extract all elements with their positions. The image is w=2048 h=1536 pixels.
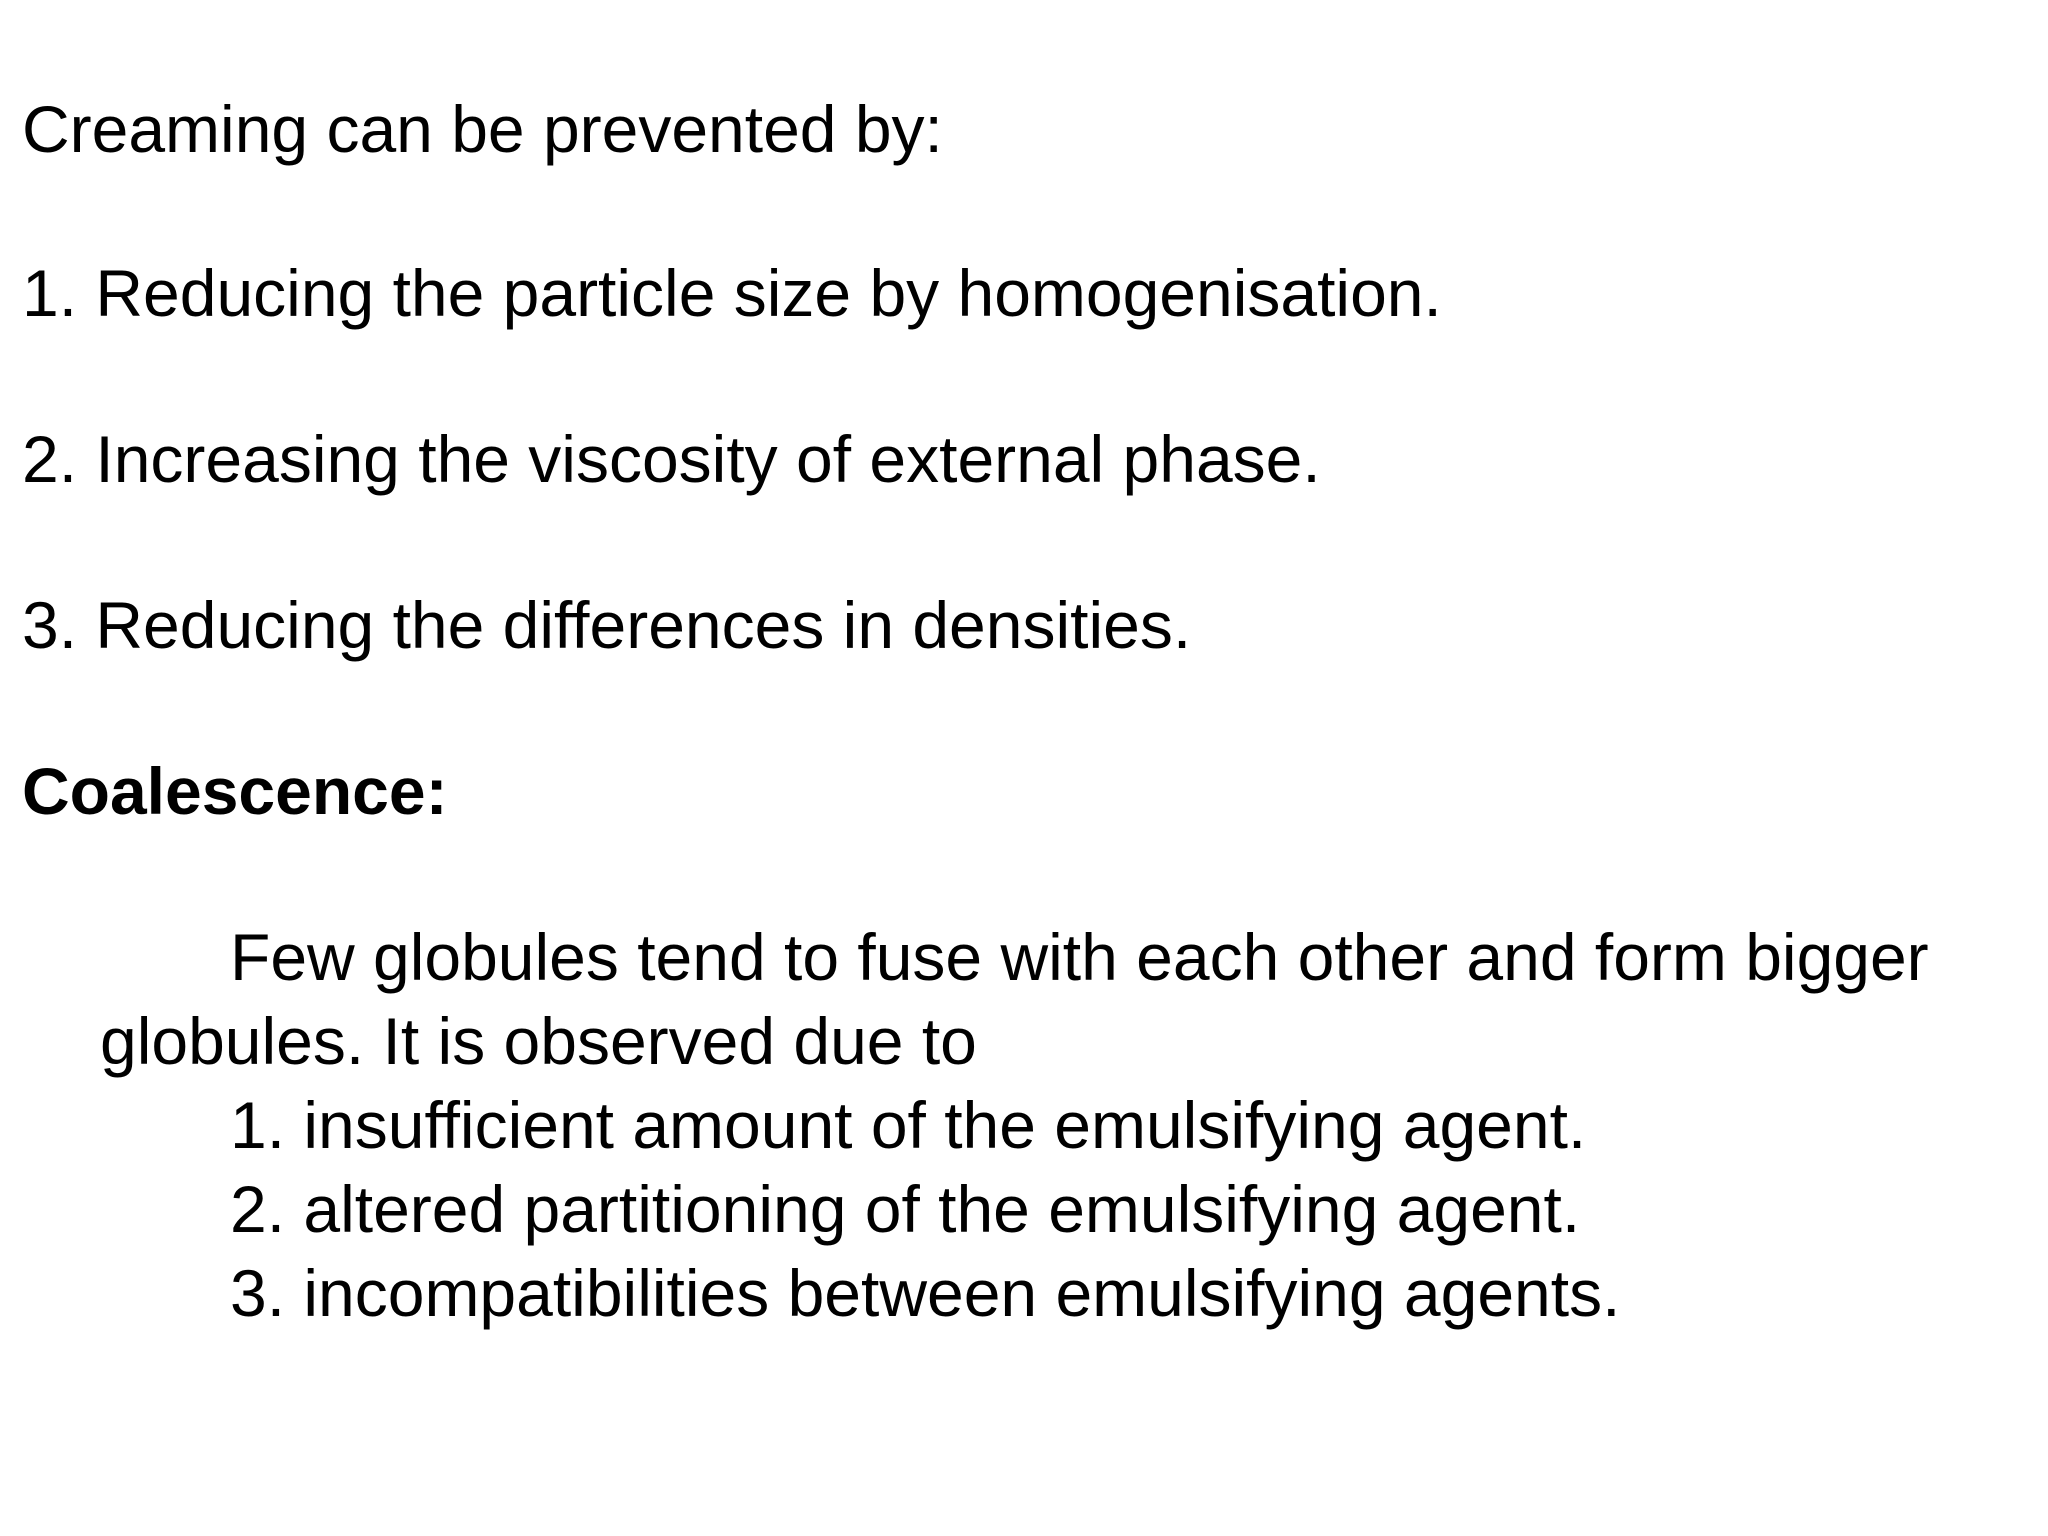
prevention-item: 3. Reducing the differences in densities. bbox=[22, 588, 1192, 662]
prevention-item: 2. Increasing the viscosity of external phase. bbox=[22, 422, 1321, 496]
coalescence-cause-item: 3. incompatibilities between emulsifying agents. bbox=[230, 1256, 1621, 1330]
coalescence-cause-item: 1. insufficient amount of the emulsifying agent. bbox=[230, 1088, 1587, 1162]
coalescence-paragraph-line: globules. It is observed due to bbox=[100, 1004, 977, 1078]
coalescence-heading: Coalescence: bbox=[22, 754, 448, 828]
coalescence-cause-item: 2. altered partitioning of the emulsifying agent. bbox=[230, 1172, 1581, 1246]
coalescence-paragraph-line: Few globules tend to fuse with each other and form bigger bbox=[230, 920, 1929, 994]
prevention-item: 1. Reducing the particle size by homogenisation. bbox=[22, 256, 1442, 330]
creaming-prevention-heading: Creaming can be prevented by: bbox=[22, 92, 943, 166]
